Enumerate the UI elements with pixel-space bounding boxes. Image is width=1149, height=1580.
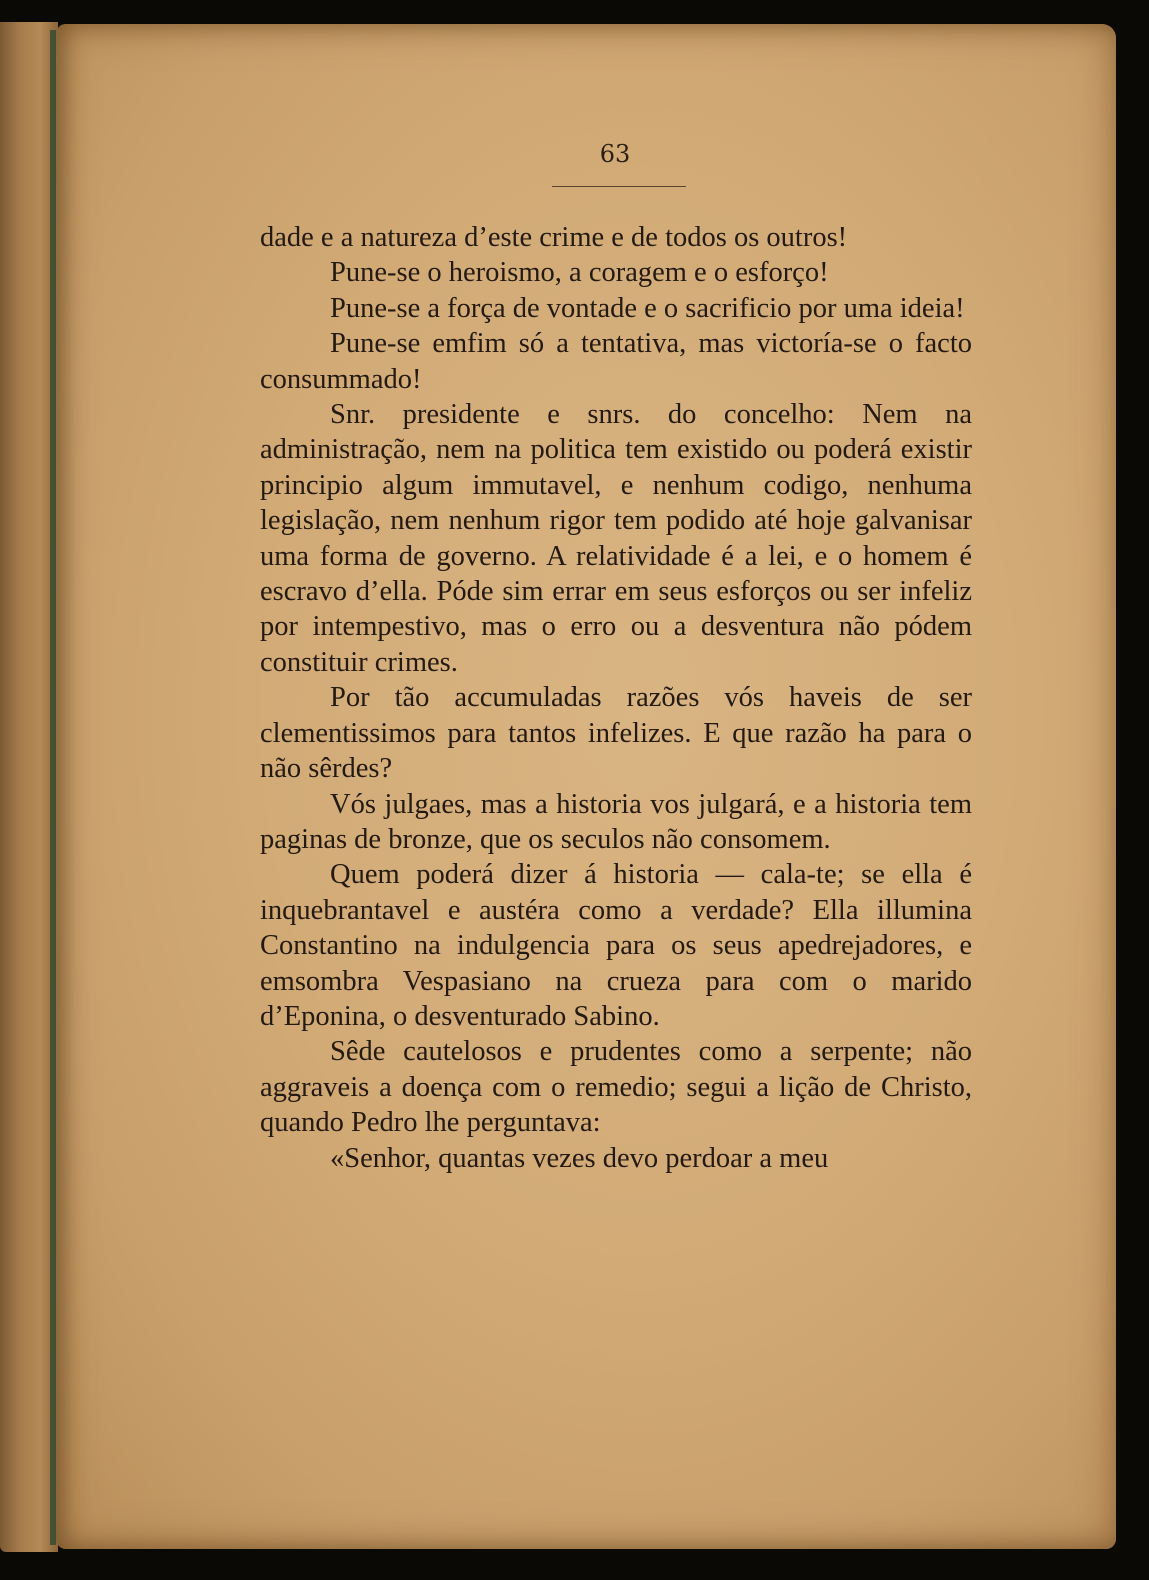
paragraph: Snr. presidente e snrs. do concelho: Nem na administração, nem na politica tem existido ou poderá existir principio algum immutavel, e nenhum codigo, nenhuma legislação, nem nenhum rigor tem podido até hoje galvanisar uma forma de governo. A relatividade é a lei, e o homem é escravo d’ella. Póde sim errar em seus esforços ou ser infeliz por intempestivo, mas o erro ou a desventura não pódem constituir crimes.: [260, 399, 972, 678]
paragraph: Pune-se emfim só a tentativa, mas victoría-se o facto consummado!: [260, 328, 972, 395]
paragraph: dade e a natureza d’este crime e de todos os outros!: [260, 222, 848, 253]
header-rule: [552, 186, 686, 187]
body-text: [260, 220, 972, 1176]
page-number: 63: [599, 140, 631, 168]
paragraph: Quem poderá dizer á historia — cala-te; se ella é inquebrantavel e austéra como a verdade? Ella illumina Constantino na indulgencia para os seus apedrejadores, e emsombra Vespasiano na crueza para com o marido d’Eponina, o desventurado Sabino.: [260, 859, 972, 1032]
paragraph: Por tão accumuladas razões vós haveis de ser clementissimos para tantos infelizes. E que razão ha para o não sêrdes?: [260, 682, 972, 785]
paragraph: Pune-se a força de vontade e o sacrificio por uma ideia!: [330, 292, 965, 324]
paragraph: Sêde cautelosos e prudentes como a serpente; não aggraveis a doença com o remedio; segui a lição de Christo, quando Pedro lhe perguntava:: [260, 1036, 972, 1139]
paragraph: Vós julgaes, mas a historia vos julgará, e a historia tem paginas de bronze, que os seculos não consomem.: [260, 788, 972, 855]
paragraph: Pune-se o heroismo, a coragem e o esforço!: [330, 257, 829, 289]
paragraph: «Senhor, quantas vezes devo perdoar a meu: [330, 1142, 829, 1174]
